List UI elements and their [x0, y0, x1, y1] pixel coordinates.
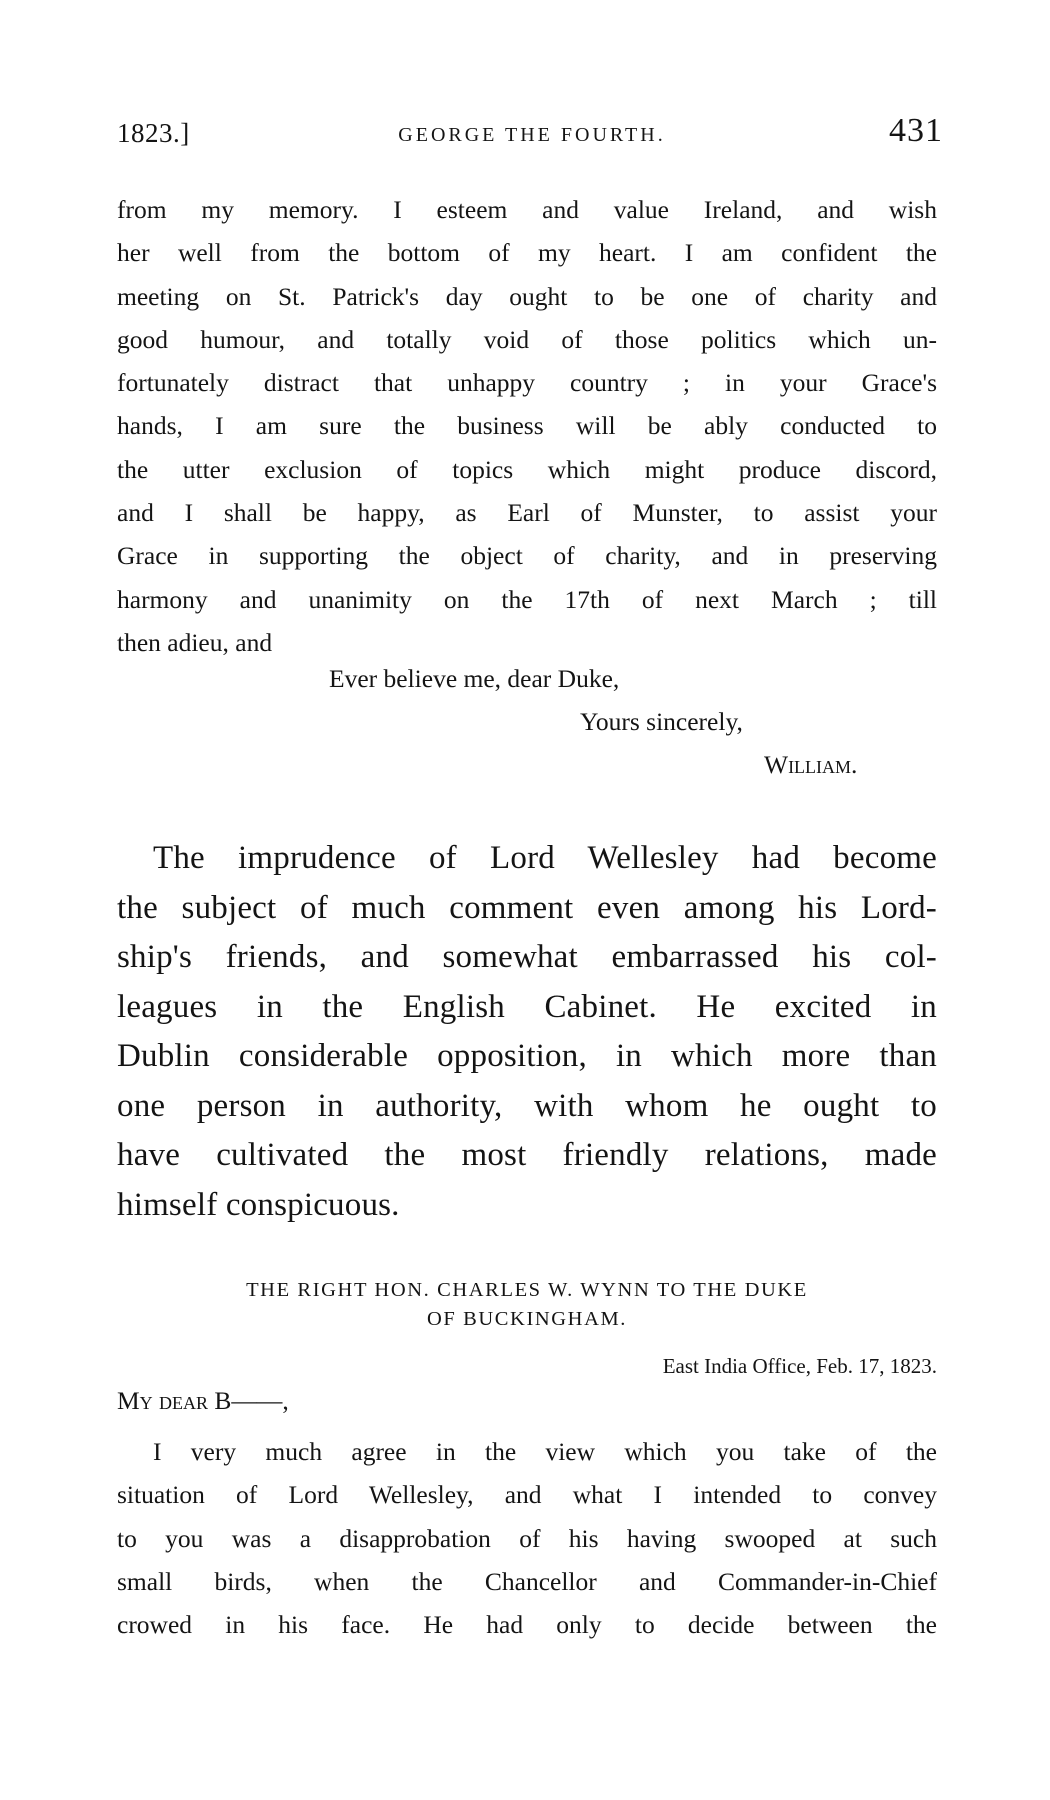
closing-valediction: Yours sincerely,	[580, 707, 743, 736]
letter-line: meeting on St. Patrick's day ought to be one of charity and	[117, 281, 937, 311]
narrative-line: ship's friends, and somewhat embarrassed his col-	[117, 939, 937, 975]
running-head-year: 1823.]	[117, 118, 190, 148]
letter-heading-line: THE RIGHT HON. CHARLES W. WYNN TO THE DUKE	[246, 1279, 808, 1301]
closing-line: Ever believe me, dear Duke,	[329, 664, 620, 693]
letter-line: the utter exclusion of topics which might produce discord,	[117, 454, 937, 484]
running-head	[117, 112, 943, 152]
letter-body	[117, 1430, 937, 1646]
letter-body-line: crowed in his face. He had only to decide between the	[117, 1610, 937, 1640]
page-number: 431	[889, 112, 943, 149]
letter-heading	[117, 1276, 937, 1334]
letter-body-line: situation of Lord Wellesley, and what I intended to convey	[117, 1480, 937, 1510]
letter-body-line: small birds, when the Chancellor and Commander-in-Chief	[117, 1566, 937, 1596]
letter-body-line: I very much agree in the view which you take of the	[153, 1437, 937, 1466]
letter-line: then adieu, and	[117, 627, 273, 657]
salutation: My dear B——,	[117, 1386, 289, 1415]
letter-line: good humour, and totally void of those politics which un-	[117, 324, 937, 354]
letter-line: from my memory. I esteem and value Ireland, and wish	[117, 195, 937, 224]
letter-line: Grace in supporting the object of charity, and in preserving	[117, 541, 937, 571]
narrative-line: the subject of much comment even among his Lord-	[117, 889, 937, 926]
dateline: East India Office, Feb. 17, 1823.	[662, 1354, 937, 1378]
narrative-line: leagues in the English Cabinet. He excited in	[117, 988, 937, 1025]
letter-heading-line: OF BUCKINGHAM.	[426, 1308, 628, 1330]
letter-body-line: to you was a disapprobation of his having swooped at such	[117, 1523, 937, 1553]
narrative-line: have cultivated the most friendly relations, made	[117, 1137, 937, 1173]
running-head-title: GEORGE THE FOURTH.	[398, 124, 666, 146]
narrative-paragraph	[117, 834, 937, 1230]
narrative-line: himself conspicuous.	[117, 1186, 400, 1223]
letter-line: and I shall be happy, as Earl of Munster, to assist your	[117, 498, 937, 528]
letter-line: hands, I am sure the business will be ably conducted to	[117, 411, 937, 441]
narrative-line: The imprudence of Lord Wellesley had become	[153, 840, 937, 876]
signature: William.	[764, 750, 858, 779]
letter-line: her well from the bottom of my heart. I am confident the	[117, 238, 937, 268]
letter-line: harmony and unanimity on the 17th of next March ; till	[117, 584, 937, 614]
letter-line: fortunately distract that unhappy country ; in your Grace's	[117, 368, 937, 398]
narrative-line: Dublin considerable opposition, in which more than	[117, 1038, 937, 1074]
narrative-line: one person in authority, with whom he ought to	[117, 1087, 937, 1124]
letter-continuation	[117, 188, 937, 664]
